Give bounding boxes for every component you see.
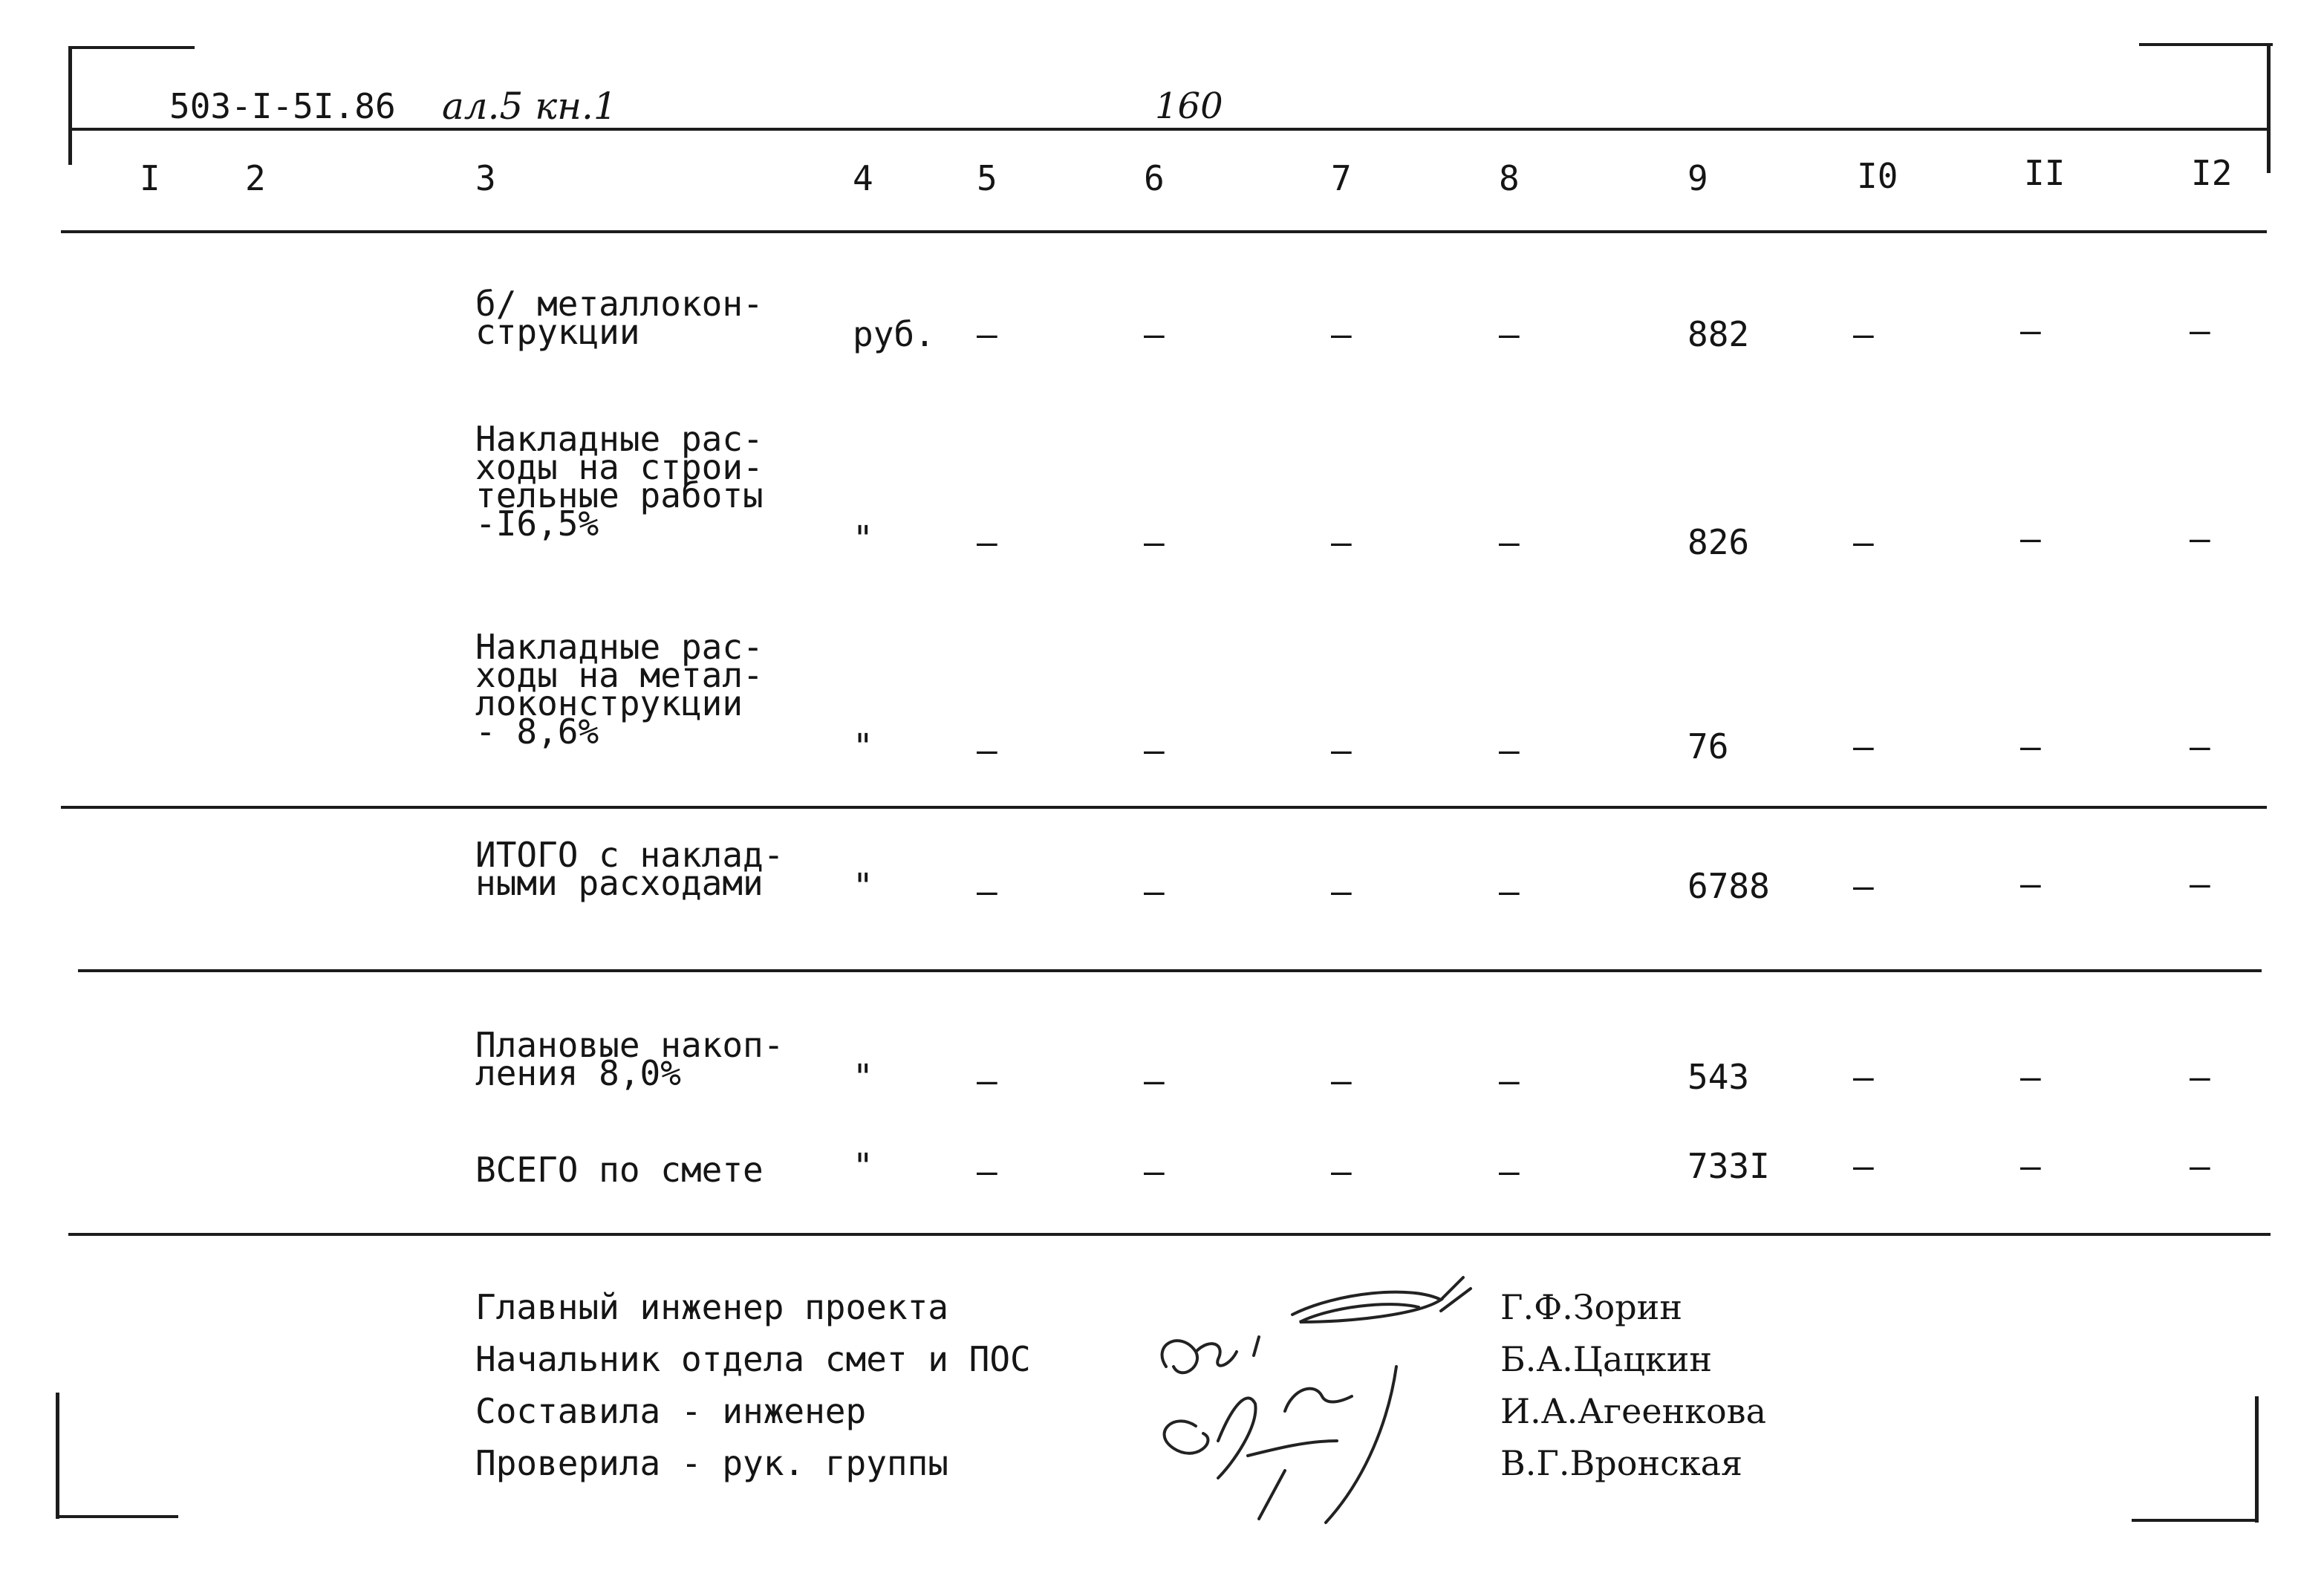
row-5-unit: " xyxy=(853,1057,873,1097)
row-2-unit: " xyxy=(853,518,873,559)
header-rule xyxy=(68,128,2271,131)
frame-left-bottom xyxy=(56,1393,59,1519)
row-1-col9: 882 xyxy=(1687,314,1750,354)
total-rule xyxy=(78,969,2262,972)
name-tsatskin: Б.А.Цацкин xyxy=(1500,1339,1713,1379)
col-header-9: 9 xyxy=(1687,158,1708,198)
row-6-unit: " xyxy=(853,1146,873,1186)
row-1-col7: – xyxy=(1331,314,1352,354)
row-1-col10: – xyxy=(1853,314,1874,354)
col-header-5: 5 xyxy=(977,158,997,198)
row-4-col12: – xyxy=(2190,864,2210,904)
row-3-unit: " xyxy=(853,726,873,766)
row-4-unit: " xyxy=(853,866,873,906)
row-3-col7: – xyxy=(1331,730,1352,770)
row-1-col12: – xyxy=(2190,310,2210,351)
row-5-col5: – xyxy=(977,1061,997,1101)
page-number: 160 xyxy=(1155,85,1223,127)
row-4-col9: 6788 xyxy=(1687,866,1770,906)
frame-right-top xyxy=(2267,43,2271,173)
row-6-col10: – xyxy=(1853,1146,1874,1186)
row-5-col7: – xyxy=(1331,1061,1352,1101)
row-6-col6: – xyxy=(1144,1151,1165,1191)
col-header-7: 7 xyxy=(1331,158,1352,198)
row-2-col9: 826 xyxy=(1687,522,1750,562)
row-5-col9: 543 xyxy=(1687,1057,1750,1097)
row-1-col6: – xyxy=(1144,314,1165,354)
frame-top-right xyxy=(2139,43,2273,46)
row-5-col8: – xyxy=(1499,1061,1520,1101)
col-header-8: 8 xyxy=(1499,158,1520,198)
row-3-col5: – xyxy=(977,730,997,770)
row-4-description: ИТОГО с наклад- ными расходами xyxy=(475,835,784,903)
frame-bottom-right xyxy=(2132,1519,2258,1522)
table-bottom-rule xyxy=(68,1233,2271,1236)
row-3-col11: – xyxy=(2020,726,2041,766)
row-3-col12: – xyxy=(2190,726,2210,766)
row-2-col11: – xyxy=(2020,518,2041,559)
position-chief-engineer: Главный инженер проекта xyxy=(475,1287,948,1327)
row-1-col8: – xyxy=(1499,314,1520,354)
col-header-11: II xyxy=(2024,153,2066,193)
row-2-col5: – xyxy=(977,522,997,562)
row-5-col10: – xyxy=(1853,1057,1874,1097)
row-3-description: Накладные рас- ходы на метал- локонструкции - 8,6% xyxy=(475,627,764,752)
row-6-col12: – xyxy=(2190,1146,2210,1186)
col-header-1: I xyxy=(140,158,160,198)
name-ageenkova: И.А.Агеенкова xyxy=(1500,1391,1767,1431)
row-2-col10: – xyxy=(1853,522,1874,562)
row-4-col7: – xyxy=(1331,871,1352,911)
col-header-3: 3 xyxy=(475,158,496,198)
col-header-10: I0 xyxy=(1857,156,1898,196)
doc-number: 503-I-5I.86 xyxy=(169,86,396,126)
row-6-col5: – xyxy=(977,1151,997,1191)
handwritten-signatures xyxy=(1070,1255,1485,1552)
row-2-col8: – xyxy=(1499,522,1520,562)
col-header-6: 6 xyxy=(1144,158,1165,198)
column-header-rule xyxy=(61,230,2267,233)
row-4-col6: – xyxy=(1144,871,1165,911)
frame-top-left xyxy=(68,46,195,49)
col-header-2: 2 xyxy=(245,158,266,198)
row-6-col8: – xyxy=(1499,1151,1520,1191)
row-4-col11: – xyxy=(2020,864,2041,904)
row-2-col6: – xyxy=(1144,522,1165,562)
row-5-col6: – xyxy=(1144,1061,1165,1101)
position-head-of-department: Начальник отдела смет и ПОС xyxy=(475,1339,1031,1379)
row-4-col10: – xyxy=(1853,866,1874,906)
row-3-col6: – xyxy=(1144,730,1165,770)
frame-right-bottom xyxy=(2255,1396,2259,1523)
frame-left-top xyxy=(68,46,72,165)
row-6-col9: 733I xyxy=(1687,1146,1770,1186)
row-2-description: Накладные рас- ходы на строи- тельные работы -I6,5% xyxy=(475,419,764,544)
row-5-col12: – xyxy=(2190,1057,2210,1097)
frame-bottom-left xyxy=(56,1515,178,1518)
row-3-col10: – xyxy=(1853,726,1874,766)
row-3-col8: – xyxy=(1499,730,1520,770)
position-compiled-by: Составила - инженер xyxy=(475,1391,867,1431)
row-5-col11: – xyxy=(2020,1057,2041,1097)
row-6-col11: – xyxy=(2020,1146,2041,1186)
row-2-col12: – xyxy=(2190,518,2210,559)
row-5-description: Плановые накоп- ления 8,0% xyxy=(475,1025,784,1093)
row-2-col7: – xyxy=(1331,522,1352,562)
row-6-col7: – xyxy=(1331,1151,1352,1191)
col-header-12: I2 xyxy=(2191,153,2233,193)
row-3-col9: 76 xyxy=(1687,726,1729,766)
row-6-description: ВСЕГО по смете xyxy=(475,1150,764,1190)
handwritten-ref: ал.5 кн.1 xyxy=(442,85,617,128)
name-vronskaya: В.Г.Вронская xyxy=(1500,1443,1743,1483)
row-1-description: б/ металлокон- струкции xyxy=(475,284,764,352)
row-1-col11: – xyxy=(2020,310,2041,351)
subtotal-rule xyxy=(61,806,2267,809)
row-1-col5: – xyxy=(977,314,997,354)
row-4-col5: – xyxy=(977,871,997,911)
col-header-4: 4 xyxy=(853,158,873,198)
name-zorin: Г.Ф.Зорин xyxy=(1500,1287,1683,1327)
row-4-col8: – xyxy=(1499,871,1520,911)
position-checked-by: Проверила - рук. группы xyxy=(475,1443,948,1483)
row-1-unit: руб. xyxy=(853,314,935,354)
